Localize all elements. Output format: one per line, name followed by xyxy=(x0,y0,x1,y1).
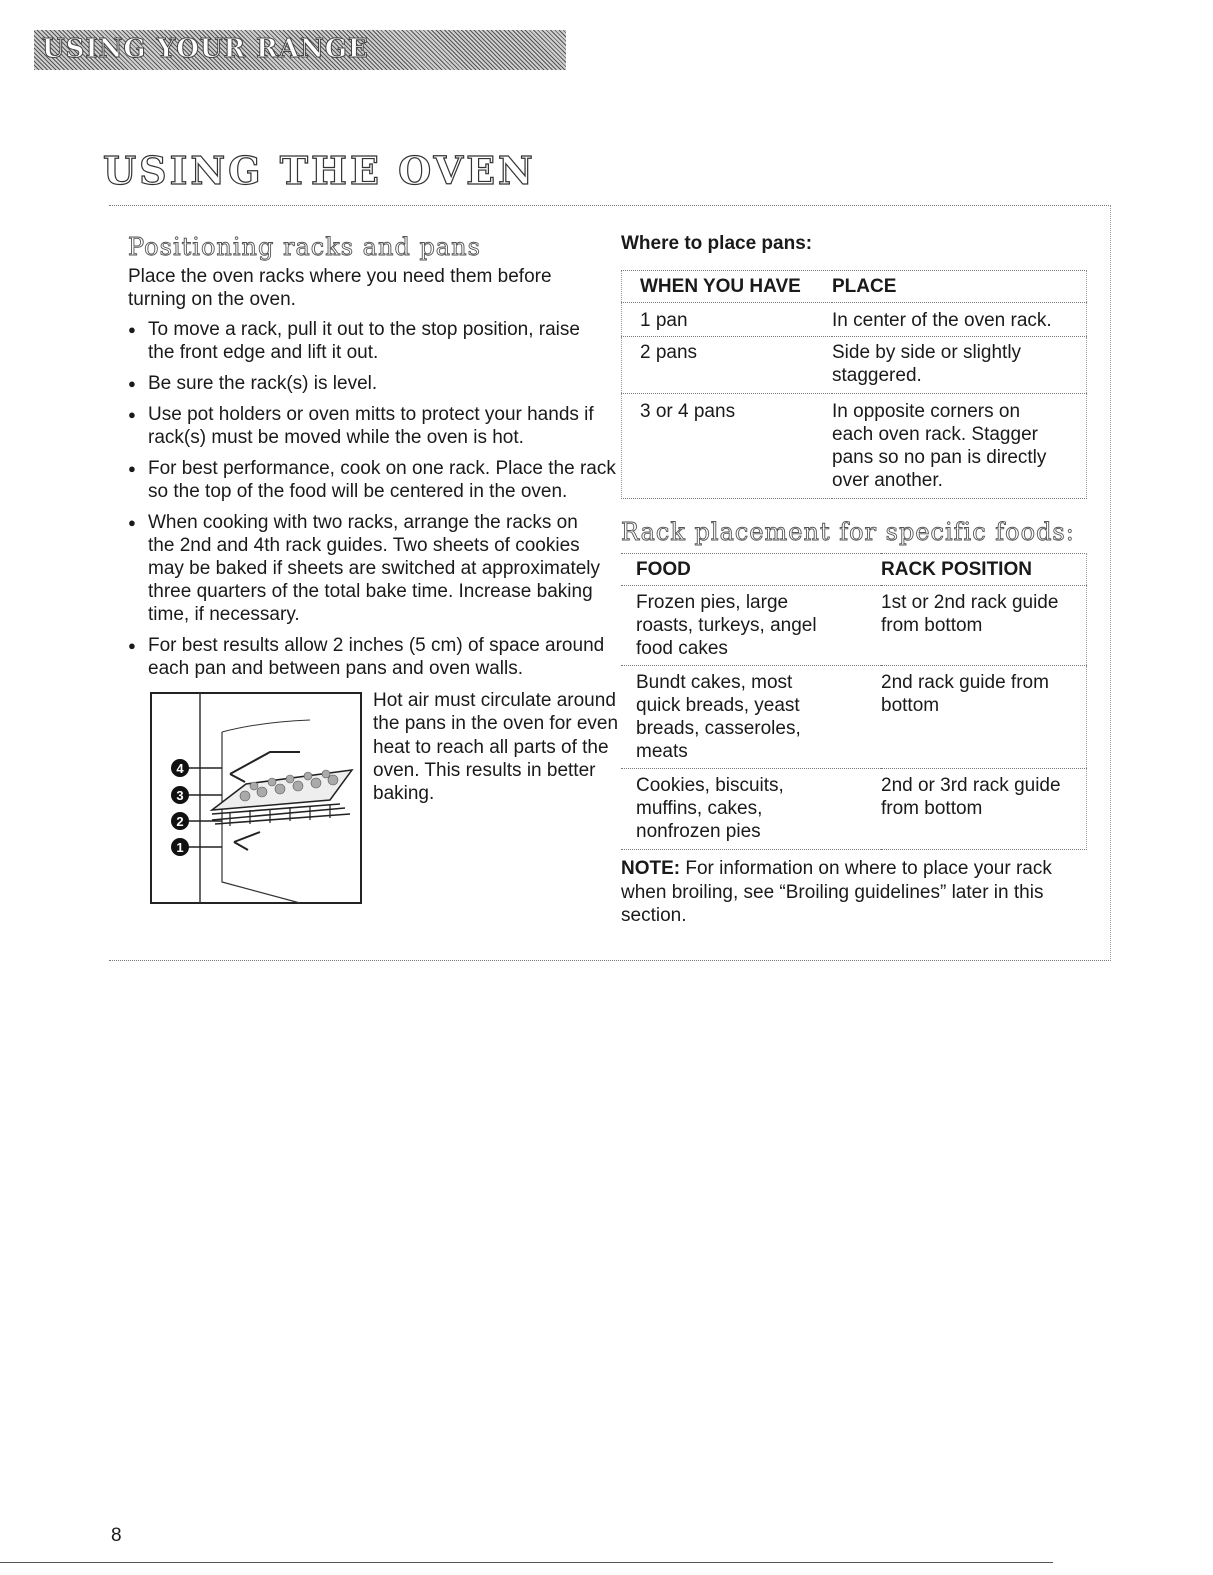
table-cell: Frozen pies, large roasts, turkeys, angel food cakes xyxy=(636,592,817,659)
table-cell: Bundt cakes, most quick breads, yeast breads, casseroles, meats xyxy=(636,672,801,762)
bullet-item: ● To move a rack, pull it out to the stop position, raise the front edge and lift it out. xyxy=(128,318,588,364)
table-cell: In opposite corners on each oven rack. Stagger pans so no pan is directly over another. xyxy=(832,401,1047,491)
circulation-text: Hot air must circulate around the pans in the oven for even heat to reach all parts of the oven. This results in better baking. xyxy=(373,690,619,805)
note-text: For information on where to place your rack when broiling, see “Broiling guidelines” later in this section. xyxy=(621,858,1052,926)
bullet-item: ● When cooking with two racks, arrange the racks on the 2nd and 4th rack guides. Two sheets of cookies may be baked if sheets are switched at approximately three quarters of the total bake time. Increase baking time, if necessary. xyxy=(128,511,608,626)
positioning-bullet-list xyxy=(128,318,618,688)
table-cell: 1 pan xyxy=(640,310,688,331)
table-header-cell: PLACE xyxy=(832,276,897,297)
rack-label-1: 1 xyxy=(176,840,184,855)
table-cell: 2nd rack guide from bottom xyxy=(881,672,1049,716)
header-band xyxy=(34,30,566,70)
table-cell: 2 pans xyxy=(640,342,698,363)
positioning-heading: Positioning racks and pans xyxy=(128,233,481,261)
pans-table xyxy=(621,270,1087,499)
rack-label-3: 3 xyxy=(176,788,184,803)
bullet-item: ● For best performance, cook on one rack. Place the rack so the top of the food will be centered in the oven. xyxy=(128,457,618,503)
rack-foods-table xyxy=(621,553,1087,850)
table-cell: 1st or 2nd rack guide from bottom xyxy=(881,592,1059,636)
table-header-cell: RACK POSITION xyxy=(881,559,1032,580)
table-cell: 2nd or 3rd rack guide from bottom xyxy=(881,775,1061,819)
table-row xyxy=(621,769,1087,850)
page-title: USING THE OVEN xyxy=(103,148,536,193)
bullet-item: ● Use pot holders or oven mitts to protect your hands if rack(s) must be moved while the oven is hot. xyxy=(128,403,618,449)
rack-label-4: 4 xyxy=(176,761,184,776)
page-number: 8 xyxy=(111,1525,122,1546)
table-row xyxy=(622,303,1087,337)
bullet-item: ● Be sure the rack(s) is level. xyxy=(128,372,618,395)
table-cell: Cookies, biscuits, muffins, cakes, nonfrozen pies xyxy=(636,775,784,842)
table-cell: In center of the oven rack. xyxy=(832,310,1052,331)
positioning-intro: Place the oven racks where you need them before turning on the oven. xyxy=(128,266,552,310)
header-band-text: USING YOUR RANGE xyxy=(42,34,369,64)
rack-foods-heading: Rack placement for specific foods: xyxy=(621,518,1075,546)
table-header-row xyxy=(622,271,1087,303)
rack-label-2: 2 xyxy=(176,814,184,829)
table-cell: 3 or 4 pans xyxy=(640,401,736,422)
table-row xyxy=(622,394,1087,499)
table-header-cell: WHEN YOU HAVE xyxy=(640,276,801,297)
note-label: NOTE: xyxy=(621,858,681,879)
bottom-rule xyxy=(0,1562,1053,1563)
note-paragraph xyxy=(621,857,1091,928)
table-row xyxy=(621,666,1087,769)
table-row xyxy=(622,337,1087,394)
pans-subheading: Where to place pans: xyxy=(621,233,813,254)
bullet-item: ● For best results allow 2 inches (5 cm) of space around each pan and between pans and oven walls. xyxy=(128,634,618,680)
table-row xyxy=(621,586,1087,666)
table-cell: Side by side or slightly staggered. xyxy=(832,342,1022,386)
table-header-cell: FOOD xyxy=(636,559,691,580)
oven-rack-diagram xyxy=(150,692,362,904)
table-header-row xyxy=(621,554,1087,586)
